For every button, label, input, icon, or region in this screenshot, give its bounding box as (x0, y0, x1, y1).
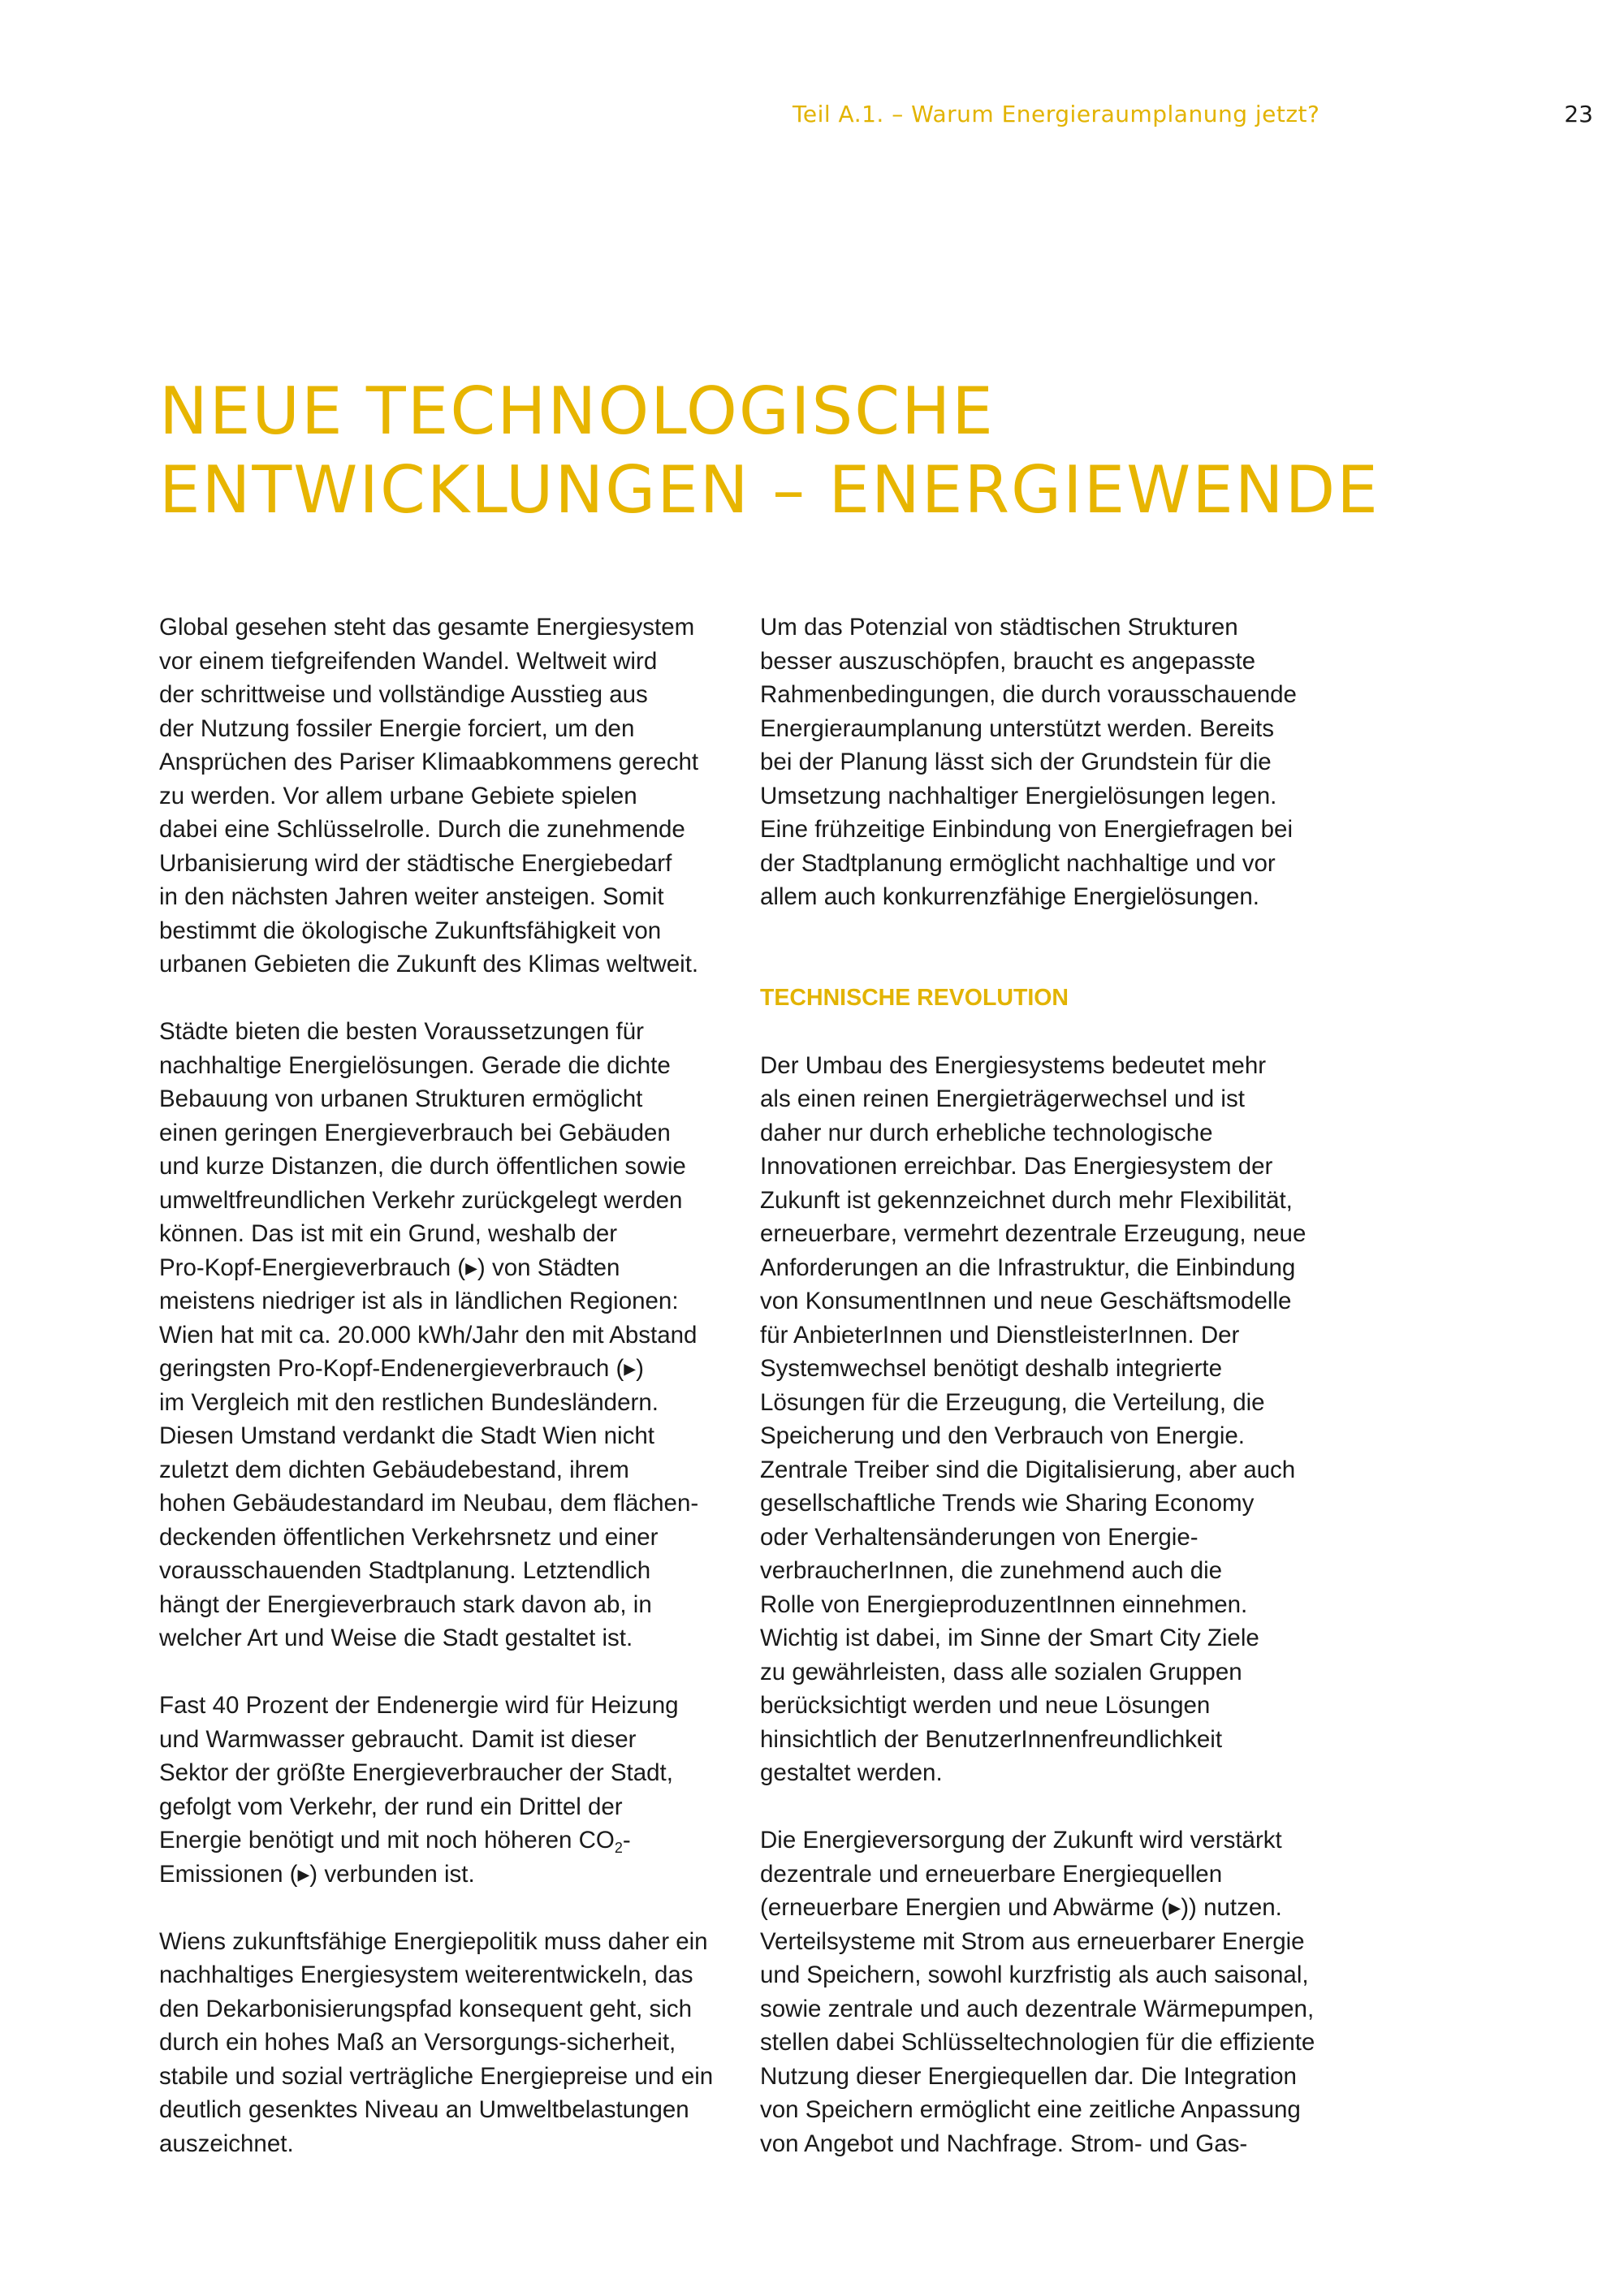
text-line: in den nächsten Jahren weiter ansteigen. Somit (159, 883, 664, 910)
text-line: urbanen Gebieten die Zukunft des Klimas weltweit. (159, 951, 699, 978)
text-line: auszeichnet. (159, 2130, 294, 2157)
text-line: hängt der Energieverbrauch stark davon ab, in (159, 1590, 652, 1618)
text-line: dabei eine Schlüsselrolle. Durch die zunehmende (159, 816, 685, 843)
text-line: Zukunft ist gekennzeichnet durch mehr Flexibilität, (760, 1186, 1293, 1214)
text-line: geringsten Pro-Kopf-Endenergieverbrauch (▸) (159, 1355, 644, 1382)
text-line: Die Energieversorgung der Zukunft wird verstärkt (760, 1827, 1282, 1854)
text-line: als einen reinen Energieträgerwechsel und ist (760, 1085, 1245, 1112)
text-line: zu werden. Vor allem urbane Gebiete spielen (159, 782, 637, 809)
text-line: Um das Potenzial von städtischen Strukturen (760, 614, 1238, 641)
page-number: 23 (1564, 101, 1593, 127)
text-line: hinsichtlich der BenutzerInnenfreundlichkeit (760, 1725, 1223, 1753)
text-line: der Stadtplanung ermöglicht nachhaltige und vor (760, 849, 1276, 877)
paragraph (760, 1823, 1328, 2160)
text-line: der schrittweise und vollständige Ausstieg aus (159, 681, 648, 708)
left-column (159, 611, 728, 2160)
text-line: deutlich gesenktes Niveau an Umweltbelastungen (159, 2096, 689, 2123)
text-line: Umsetzung nachhaltiger Energielösungen legen. (760, 782, 1277, 809)
text-line: durch ein hohes Maß an Versorgungs-sicherheit, (159, 2029, 676, 2056)
text-line: verbraucherInnen, die zunehmend auch die (760, 1557, 1223, 1584)
text-line: von Angebot und Nachfrage. Strom- und Gas- (760, 2130, 1248, 2157)
text-line: vorausschauenden Stadtplanung. Letztendlich (159, 1557, 651, 1584)
text-line: nachhaltige Energielösungen. Gerade die dichte (159, 1051, 671, 1079)
text-line: Anforderungen an die Infrastruktur, die Einbindung (760, 1254, 1296, 1281)
text-line: Energie benötigt und mit noch höheren $CO_2-$ (159, 1827, 631, 1856)
text-line: Speicherung und den Verbrauch von Energie. (760, 1422, 1245, 1449)
text-line: besser auszuschöpfen, braucht es angepasste (760, 647, 1256, 675)
text-line: Ansprüchen des Pariser Klimaabkommens gerecht (159, 749, 699, 775)
text-line: sowie zentrale und auch dezentrale Wärmepumpen, (760, 1995, 1315, 2022)
text-line: Wien hat mit ca. 20.000 kWh/Jahr den mit Abstand (159, 1321, 698, 1349)
text-line: Systemwechsel benötigt deshalb integrierte (760, 1355, 1223, 1382)
text-line: Wiens zukunftsfähige Energiepolitik muss daher ein (159, 1927, 708, 1955)
text-line: zu gewährleisten, dass alle sozialen Gruppen (760, 1658, 1242, 1685)
text-line: erneuerbare, vermehrt dezentrale Erzeugung, neue (760, 1220, 1307, 1247)
running-header: Teil A.1. – Warum Energieraumplanung jetzt? (793, 101, 1320, 127)
text-line: im Vergleich mit den restlichen Bundesländern. (159, 1388, 659, 1416)
text-line: Global gesehen steht das gesamte Energiesystem (159, 614, 695, 641)
text-line: (erneuerbare Energien und Abwärme (▸)) nutzen. (760, 1894, 1282, 1921)
text-line: Diesen Umstand verdankt die Stadt Wien nicht (159, 1422, 654, 1449)
text-line: Bebauung von urbanen Strukturen ermöglicht (159, 1085, 643, 1112)
text-line: und Speichern, sowohl kurzfristig als auch saisonal, (760, 1962, 1309, 1988)
text-line: von Speichern ermöglicht eine zeitliche Anpassung (760, 2096, 1301, 2123)
text-line: Der Umbau des Energiesystems bedeutet mehr (760, 1051, 1267, 1079)
text-line: umweltfreundlichen Verkehr zurückgelegt werden (159, 1186, 683, 1214)
text-line: Energieraumplanung unterstützt werden. Bereits (760, 714, 1274, 742)
text-line: dezentrale und erneuerbare Energiequellen (760, 1860, 1223, 1888)
text-line: deckenden öffentlichen Verkehrsnetz und einer (159, 1523, 659, 1551)
paragraph (159, 1925, 728, 2161)
text-line: einen geringen Energieverbrauch bei Gebäuden (159, 1119, 671, 1146)
text-line: stellen dabei Schlüsseltechnologien für die effiziente (760, 2029, 1315, 2056)
text-line: meistens niedriger ist als in ländlichen Regionen: (159, 1288, 679, 1314)
text-line: Städte bieten die besten Voraussetzungen für (159, 1018, 644, 1045)
text-line: Pro-Kopf-Energieverbrauch (▸) von Städten (159, 1254, 620, 1281)
text-line: Nutzung dieser Energiequellen dar. Die Integration (760, 2062, 1297, 2090)
text-line: bestimmt die ökologische Zukunftsfähigkeit von (159, 917, 662, 944)
text-line: Lösungen für die Erzeugung, die Verteilung, die (760, 1388, 1265, 1416)
text-line: Rahmenbedingungen, die durch vorausschauende (760, 681, 1297, 708)
page-title-line: ENTWICKLUNGEN – ENERGIEWENDE (159, 452, 1380, 528)
text-line: gestaltet werden. (760, 1759, 943, 1786)
text-line: vor einem tiefgreifenden Wandel. Weltweit wird (159, 647, 658, 675)
text-line: nachhaltiges Energiesystem weiterentwickeln, das (159, 1962, 693, 1988)
subscript: 2 (614, 1840, 623, 1856)
text-line: und Warmwasser gebraucht. Damit ist dieser (159, 1725, 637, 1753)
text-line: Sektor der größte Energieverbraucher der Stadt, (159, 1759, 673, 1786)
text-line: welcher Art und Weise die Stadt gestaltet ist. (159, 1625, 633, 1651)
text-line: den Dekarbonisierungspfad konsequent geht, sich (159, 1995, 693, 2022)
page-title (159, 372, 1540, 529)
text-line: und kurze Distanzen, die durch öffentlichen sowie (159, 1153, 686, 1180)
paragraph (159, 1015, 728, 1655)
paragraph (159, 1689, 728, 1891)
text-line: Fast 40 Prozent der Endenergie wird für Heizung (159, 1692, 679, 1719)
text-line: der Nutzung fossiler Energie forciert, um den (159, 714, 635, 742)
text-line: für AnbieterInnen und DienstleisterInnen. Der (760, 1321, 1240, 1349)
text-line: oder Verhaltensänderungen von Energie- (760, 1523, 1199, 1551)
text-line: Wichtig ist dabei, im Sinne der Smart City Ziele (760, 1625, 1259, 1651)
text-line: bei der Planung lässt sich der Grundstein für die (760, 749, 1272, 775)
text-line: Rolle von EnergieproduzentInnen einnehmen. (760, 1590, 1248, 1618)
paragraph (760, 611, 1328, 914)
text-line: Emissionen (▸) verbunden ist. (159, 1860, 475, 1888)
right-column (760, 611, 1328, 2160)
text-line: allem auch konkurrenzfähige Energielösungen. (760, 883, 1259, 910)
text-line: Urbanisierung wird der städtische Energiebedarf (159, 849, 672, 877)
text-line: zuletzt dem dichten Gebäudebestand, ihrem (159, 1456, 629, 1483)
text-line: gesellschaftliche Trends wie Sharing Economy (760, 1490, 1255, 1517)
text-line: hohen Gebäudestandard im Neubau, dem flächen- (159, 1490, 699, 1517)
paragraph (159, 611, 728, 982)
text-line: daher nur durch erhebliche technologische (760, 1119, 1213, 1146)
text-line: von KonsumentInnen und neue Geschäftsmodelle (760, 1288, 1292, 1314)
section-subheading: TECHNISCHE REVOLUTION (760, 984, 1069, 1011)
text-line: Innovationen erreichbar. Das Energiesystem der (760, 1153, 1273, 1180)
text-line: Eine frühzeitige Einbindung von Energiefragen bei (760, 816, 1294, 843)
page-title-line: NEUE TECHNOLOGISCHE (159, 373, 995, 449)
paragraph (760, 1049, 1328, 1790)
text-line: können. Das ist mit ein Grund, weshalb der (159, 1220, 618, 1247)
text-line: Zentrale Treiber sind die Digitalisierung, aber auch (760, 1456, 1296, 1483)
text-line: Verteilsysteme mit Strom aus erneuerbarer Energie (760, 1927, 1305, 1955)
text-line: stabile und sozial verträgliche Energiepreise und ein (159, 2062, 714, 2090)
text-line: berücksichtigt werden und neue Lösungen (760, 1692, 1211, 1719)
text-line: gefolgt vom Verkehr, der rund ein Drittel der (159, 1793, 623, 1820)
